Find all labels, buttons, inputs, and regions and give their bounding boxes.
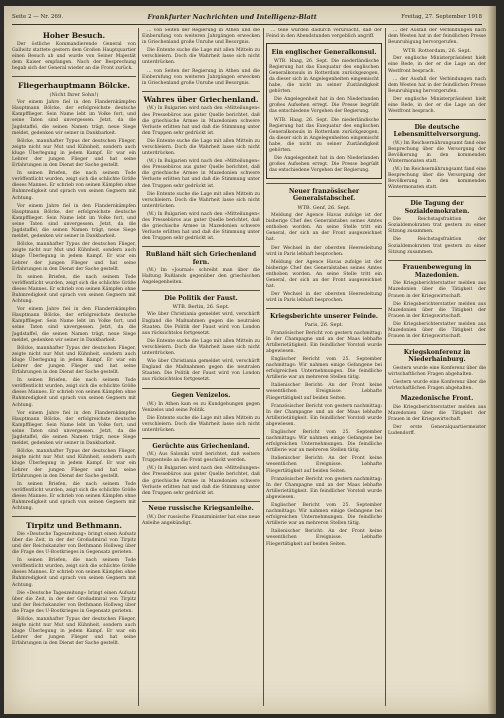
divider <box>388 196 486 197</box>
article-paragraph: (W.) Der russische Finanzminister hat eine neue Anleihe angekündigt. <box>142 514 260 526</box>
headline: Mazedonische Front. <box>400 395 474 403</box>
article-paragraph: Der östliche Kommandierende General von Gallwitz stattete gestern dem Großen Hauptquartier einen Besuch ab und wurde von Seiner Majestät dem Kaiser empfangen. Nach der Besprechung begab sich der General wieder an die Front zurück. <box>12 42 136 72</box>
article-paragraph: ... von Seiten der Regierung in Athen und die Einberufung von weiteren Jahrgängen erwecken in Griechenland große Unruhe und Besorgnis. <box>142 28 260 46</box>
article-paragraph: (W.) In Bulgarien wird nach den »Mitteilungen« des Pressebüros aus guter Quelle berichtet, daß die griechische Armee in Mazedonien schwere Verluste erlitten hat und daß die Stimmung unter den Truppen sehr gedrückt ist. <box>142 106 260 136</box>
article-paragraph: (W.) Im Reichsernährungsamt fand eine Besprechung über die Versorgung der Bevölkerung in den kommenden Wintermonaten statt. <box>388 167 486 191</box>
article-paragraph: Der Wechsel in der obersten Heeresleitung wird in Paris lebhaft besprochen. <box>266 245 382 257</box>
headline: Kriegskonferenz in Niederhainburg. <box>403 348 471 364</box>
article-paragraph: ... von Seiten der Regierung in Athen und die Einberufung von weiteren Jahrgängen erwecken in Griechenland große Unruhe und Besorgnis. <box>142 68 260 86</box>
article-paragraph: Wie über Christiania gemeldet wird, verschärft England die Maßnahmen gegen die neutralen Staaten. Die Politik der Faust wird von London aus rücksichtslos fortgesetzt. <box>142 312 260 336</box>
article-paragraph: Der Wechsel in der obersten Heeresleitung wird in Paris lebhaft besprochen. <box>266 292 382 304</box>
dateline: WTB. Berlin, 26. Sept. <box>172 304 230 311</box>
divider <box>12 76 136 77</box>
article-paragraph: Die Kriegsberichterstatter melden aus Mazedonien über die Tätigkeit der Frauen in der Kriegswirtschaft. <box>388 404 486 422</box>
dateline: WTB. Rotterdam, 26. Sept. <box>402 48 472 55</box>
article-paragraph: In seinen Briefen, die nach seinem Tode veröffentlicht wurden, zeigt sich die schlichte Größe dieses Mannes. Er schrieb von seinen Kämpfen ohne Ruhmredigkeit und sprach von seinen Gegnern mit Achtung. <box>12 171 136 201</box>
page-label: Seite 2 — Nr. 269. <box>12 14 64 20</box>
article-paragraph: Meldung der Agence Havas zufolge ist der bisherige Chef des Generalstabes seines Amtes enthoben worden. An seine Stelle tritt ein General, der sich an der Front ausgezeichnet hat. <box>266 213 382 243</box>
article-paragraph: Vor einem Jahre fiel in den Flandernkämpfen Hauptmann Bölcke, der erfolgreichste deutsche Kampfflieger. Sein Name lebt im Volke fort, und seine Taten sind unvergessen. Jetzt, da die Jagdstaffel, die seinen Namen trägt, neue Siege meldet, gedenken wir seiner in Dankbarkeit. <box>12 100 136 136</box>
headline: Neue russische Kriegsanleihe. <box>148 505 254 513</box>
divider <box>142 501 260 502</box>
article-paragraph: (W.) Aus Saloniki wird berichtet, daß weitere Truppenteile an die Front geschickt werden. <box>142 452 260 464</box>
article-paragraph: Italienischer Bericht: An der Front keine wesentlichen Ereignisse. Lebhafte Fliegertätigkeit auf beiden Seiten. <box>266 456 382 474</box>
article-paragraph: Englischer Bericht vom 25. September nachmittags: Wir nahmen einige Gefangene bei erfolgreichen Unternehmungen. Die feindliche Artillerie war an mehreren Stellen tätig. <box>266 356 382 381</box>
divider <box>266 308 382 309</box>
article-paragraph: Die Entente suche die Lage mit allen Mitteln zu verschleiern. Doch die Wahrheit lasse sich nicht unterdrücken. <box>142 48 260 66</box>
article-paragraph: Französischer Bericht von gestern nachmittag: In der Champagne und an der Maas lebhafte Artillerietätigkeit. Ein feindlicher Vorstoß wurde abgewiesen. <box>266 476 382 500</box>
article-paragraph: WTB. Haag, 26. Sept. Die niederländische Regierung hat das Exequatur des englischen Generalkonsuls in Rotterdam zurückgezogen, da dieser sich in Angelegenheiten eingemischt habe, die nicht zu seiner Zuständigkeit gehörten. <box>269 117 379 153</box>
headline: Die deutsche Lebensmittelversorgung. <box>393 123 481 139</box>
dateline: WTB. Genf, 26. Sept. <box>297 204 351 211</box>
divider <box>388 344 486 345</box>
article-paragraph: Bölcke, mannhafter Typus der deutschen Flieger, zeigte nicht nur Mut und Kühnheit, sondern auch kluge Überlegung in jedem Kampf. Er war ein Lehrer der jungen Flieger und hat seine Erfahrungen in den Dienst der Sache gestellt. <box>12 616 136 647</box>
article-paragraph: Die »Deutsche Tageszeitung« bringt einen Aufsatz über die Zeit, in der der Großadmiral von Tirpitz und der Reichskanzler von Bethmann Hollweg über die Frage des U-Bootkrieges in Gegensatz gerieten. <box>12 531 136 556</box>
article-paragraph: Gestern wurde eine Konferenz über die wirtschaftlichen Fragen abgehalten. <box>388 379 486 392</box>
issue-date: Freitag, 27. September 1918 <box>401 14 482 20</box>
article-paragraph: Vor einem Jahre fiel in den Flandernkämpfen Hauptmann Bölcke, der erfolgreichste deutsche Kampfflieger. Sein Name lebt im Volke fort, und seine Taten sind unvergessen. Jetzt, da die Jagdstaffel, die seinen Namen trägt, neue Siege meldet, gedenken wir seiner in Dankbarkeit. <box>12 410 136 447</box>
column-1 <box>12 28 136 706</box>
article-paragraph: Vor einem Jahre fiel in den Flandernkämpfen Hauptmann Bölcke, der erfolgreichste deutsche Kampfflieger. Sein Name lebt im Volke fort, und seine Taten sind unvergessen. Jetzt, da die Jagdstaffel, die seinen Namen trägt, neue Siege meldet, gedenken wir seiner in Dankbarkeit. <box>12 203 136 240</box>
article-paragraph: Die Entente suche die Lage mit allen Mitteln zu verschleiern. Doch die Wahrheit lasse sich nicht unterdrücken. <box>142 338 260 357</box>
article-paragraph: Bölcke, mannhafter Typus der deutschen Flieger, zeigte nicht nur Mut und Kühnheit, sondern auch kluge Überlegung in jedem Kampf. Er war ein Lehrer der jungen Flieger und hat seine Erfahrungen in den Dienst der Sache gestellt. <box>12 449 136 479</box>
divider <box>142 438 260 439</box>
column-2 <box>142 28 260 706</box>
headline: Frauenbewegung in Mazedonien. <box>402 264 472 279</box>
column-3 <box>266 28 382 706</box>
article-paragraph: Der erste Generalquartiermeister Ludendorff. <box>388 424 486 436</box>
headline: Neuer französischer Generalstabschef. <box>288 187 360 203</box>
headline: Tirpitz und Bethmann. <box>26 520 122 530</box>
column-rule <box>385 28 386 706</box>
newspaper-page <box>4 6 496 714</box>
article-paragraph: Englischer Bericht vom 25. September nachmittags: Wir nahmen einige Gefangene bei erfolgreichen Unternehmungen. Die feindliche Artillerie war an mehreren Stellen tätig. <box>266 429 382 454</box>
headline: Kriegsberichte unserer Feinde. <box>269 312 379 320</box>
article-paragraph: Die Reichstagsfraktion der Sozialdemokraten trat gestern zu einer Sitzung zusammen. <box>388 237 486 255</box>
article-paragraph: (W.) In Athen kam es zu Kundgebungen gegen Venizelos und seine Politik. <box>142 401 260 413</box>
article-paragraph: Die Angelegenheit hat in den Niederlanden großes Aufsehen erregt. Die Presse begrüßt das entschiedene Vorgehen der Regierung. <box>269 156 379 174</box>
article-paragraph: (W.) Im Reichsernährungsamt fand eine Besprechung über die Versorgung der Bevölkerung in den kommenden Wintermonaten statt. <box>388 140 486 165</box>
article-paragraph: Die »Deutsche Tageszeitung« bringt einen Aufsatz über die Zeit, in der der Großadmiral von Tirpitz und der Reichskanzler von Bethmann Hollweg über die Frage des U-Bootkrieges in Gegensatz gerieten. <box>12 590 136 614</box>
article-paragraph: ... teile wurden dadurch verursacht, daß der Feind in den Abendstunden vergeblich angriff. <box>266 28 382 40</box>
subheadline: (Nicht Ihrer Sohn!) <box>49 92 99 99</box>
article-paragraph: In seinen Briefen, die nach seinem Tode veröffentlicht wurden, zeigt sich die schlichte Größe dieses Mannes. Er schrieb von seinen Kämpfen ohne Ruhmredigkeit und sprach von seinen Gegnern mit Achtung. <box>12 274 136 305</box>
article-paragraph: In seinen Briefen, die nach seinem Tode veröffentlicht wurden, zeigt sich die schlichte Größe dieses Mannes. Er schrieb von seinen Kämpfen ohne Ruhmredigkeit und sprach von seinen Gegnern mit Achtung. <box>12 481 136 512</box>
boxed-article <box>266 43 382 179</box>
headline: Die Politik der Faust. <box>164 294 238 302</box>
headline: Wahres über Griechenland. <box>143 95 259 105</box>
article-paragraph: Italienischer Bericht: An der Front keine wesentlichen Ereignisse. Lebhafte Fliegertätigkeit auf beiden Seiten. <box>266 383 382 401</box>
article-paragraph: Vor einem Jahre fiel in den Flandernkämpfen Hauptmann Bölcke, der erfolgreichste deutsche Kampfflieger. Sein Name lebt im Volke fort, und seine Taten sind unvergessen. Jetzt, da die Jagdstaffel, die seinen Namen trägt, neue Siege meldet, gedenken wir seiner in Dankbarkeit. <box>12 307 136 343</box>
column-4 <box>388 28 486 706</box>
headline: Rußland hält sich Griechenland fern. <box>145 251 257 266</box>
divider <box>142 388 260 389</box>
article-paragraph: Der englische Ministerpräsident hielt eine Rede, in der er die Lage an der Westfront besprach. <box>388 96 486 115</box>
article-paragraph: Die Entente suche die Lage mit allen Mitteln zu verschleiern. Doch die Wahrheit lasse sich nicht unterdrücken. <box>142 415 260 433</box>
dateline: Paris, 26. Sept. <box>304 322 344 329</box>
article-paragraph: Französischer Bericht von gestern nachmittag: In der Champagne und an der Maas lebhafte Artillerietätigkeit. Ein feindlicher Vorstoß wurde abgewiesen. <box>266 403 382 427</box>
divider <box>266 183 382 184</box>
article-paragraph: Bölcke, mannhafter Typus der deutschen Flieger, zeigte nicht nur Mut und Kühnheit, sondern auch kluge Überlegung in jedem Kampf. Er war ein Lehrer der jungen Flieger und hat seine Erfahrungen in den Dienst der Sache gestellt. <box>12 242 136 272</box>
divider <box>142 91 260 92</box>
article-paragraph: Wie über Christiania gemeldet wird, verschärft England die Maßnahmen gegen die neutralen Staaten. Die Politik der Faust wird von London aus rücksichtslos fortgesetzt. <box>142 359 260 383</box>
divider <box>142 290 260 291</box>
headline: Hoher Besuch. <box>42 31 106 40</box>
article-paragraph: In seinen Briefen, die nach seinem Tode veröffentlicht wurden, zeigt sich die schlichte Größe dieses Mannes. Er schrieb von seinen Kämpfen ohne Ruhmredigkeit und sprach von seinen Gegnern mit Achtung. <box>12 558 136 588</box>
article-paragraph: Die Kriegsberichterstatter melden aus Mazedonien über die Tätigkeit der Frauen in der Kriegswirtschaft. <box>388 301 486 319</box>
article-paragraph: Die Entente suche die Lage mit allen Mitteln zu verschleiern. Doch die Wahrheit lasse sich nicht unterdrücken. <box>142 191 260 209</box>
paper-title: Frankfurter Nachrichten und Intelligenz-Blatt <box>147 13 317 21</box>
headline: Ein englischer Generalkonsul. <box>271 49 377 57</box>
masthead <box>12 10 482 25</box>
article-paragraph: Die Angelegenheit hat in den Niederlanden großes Aufsehen erregt. Die Presse begrüßt das entschiedene Vorgehen der Regierung. <box>269 97 379 115</box>
article-paragraph: Der englische Ministerpräsident hielt eine Rede, in der er die Lage an der Westfront besprach. <box>388 56 486 74</box>
article-paragraph: Meldung der Agence Havas zufolge ist der bisherige Chef des Generalstabes seines Amtes enthoben worden. An seine Stelle tritt ein General, der sich an der Front ausgezeichnet hat. <box>266 259 382 290</box>
article-paragraph: Englischer Bericht vom 25. September nachmittags: Wir nahmen einige Gefangene bei erfolgreichen Unternehmungen. Die feindliche Artillerie war an mehreren Stellen tätig. <box>266 503 382 527</box>
headline: Die Tagung der Sozialdemokraten. <box>404 200 470 215</box>
article-paragraph: In seinen Briefen, die nach seinem Tode veröffentlicht wurden, zeigt sich die schlichte Größe dieses Mannes. Er schrieb von seinen Kämpfen ohne Ruhmredigkeit und sprach von seinen Gegnern mit Achtung. <box>12 378 136 408</box>
divider <box>142 246 260 247</box>
column-rule <box>138 28 139 706</box>
page-binding <box>488 6 496 714</box>
article-paragraph: Italienischer Bericht: An der Front keine wesentlichen Ereignisse. Lebhafte Fliegertätigkeit auf beiden Seiten. <box>266 529 382 547</box>
divider <box>12 516 136 517</box>
column-rule <box>263 28 264 706</box>
article-paragraph: Die Kriegsberichterstatter melden aus Mazedonien über die Tätigkeit der Frauen in der Kriegswirtschaft. <box>388 321 486 340</box>
divider <box>388 260 486 261</box>
article-paragraph: (W.) Im »Journal« schreibt man über die Haltung Rußlands gegenüber den griechischen Angelegenheiten. <box>142 268 260 286</box>
headline: Gegen Venizelos. <box>171 392 231 400</box>
article-paragraph: ... der Ausfall der Verbindungen nach dem Westen hat in der feindlichen Presse Beunruhigung hervorgerufen. <box>388 28 486 46</box>
headline: Gerüchte aus Griechenland. <box>152 442 250 450</box>
article-paragraph: (W.) In Bulgarien wird nach den »Mitteilungen« des Pressebüros aus guter Quelle berichtet, daß die griechische Armee in Mazedonien schwere Verluste erlitten hat und daß die Stimmung unter den Truppen sehr gedrückt ist. <box>142 159 260 189</box>
article-paragraph: Französischer Bericht von gestern nachmittag: In der Champagne und an der Maas lebhafte Artillerietätigkeit. Ein feindlicher Vorstoß wurde abgewiesen. <box>266 330 382 354</box>
article-paragraph: Bölcke, mannhafter Typus der deutschen Flieger, zeigte nicht nur Mut und Kühnheit, sondern auch kluge Überlegung in jedem Kampf. Er war ein Lehrer der jungen Flieger und hat seine Erfahrungen in den Dienst der Sache gestellt. <box>12 138 136 169</box>
article-paragraph: Bölcke, mannhafter Typus der deutschen Flieger, zeigte nicht nur Mut und Kühnheit, sondern auch kluge Überlegung in jedem Kampf. Er war ein Lehrer der jungen Flieger und hat seine Erfahrungen in den Dienst der Sache gestellt. <box>12 345 136 376</box>
article-paragraph: Gestern wurde eine Konferenz über die wirtschaftlichen Fragen abgehalten. <box>388 365 486 377</box>
article-paragraph: WTB. Haag, 26. Sept. Die niederländische Regierung hat das Exequatur des englischen Generalkonsuls in Rotterdam zurückgezogen, da dieser sich in Angelegenheiten eingemischt habe, die nicht zu seiner Zuständigkeit gehörten. <box>269 58 379 95</box>
divider <box>388 119 486 120</box>
article-paragraph: (W.) In Bulgarien wird nach den »Mitteilungen« des Pressebüros aus guter Quelle berichtet, daß die griechische Armee in Mazedonien schwere Verluste erlitten hat und daß die Stimmung unter den Truppen sehr gedrückt ist. <box>142 211 260 242</box>
article-paragraph: Die Entente suche die Lage mit allen Mitteln zu verschleiern. Doch die Wahrheit lasse sich nicht unterdrücken. <box>142 138 260 157</box>
article-paragraph: Die Reichstagsfraktion der Sozialdemokraten trat gestern zu einer Sitzung zusammen. <box>388 217 486 235</box>
article-paragraph: Die Kriegsberichterstatter melden aus Mazedonien über die Tätigkeit der Frauen in der Kriegswirtschaft. <box>388 281 486 299</box>
headline: Fliegerhauptmann Bölcke. <box>18 81 130 91</box>
article-paragraph: (W.) In Bulgarien wird nach den »Mitteilungen« des Pressebüros aus guter Quelle berichtet, daß die griechische Armee in Mazedonien schwere Verluste erlitten hat und daß die Stimmung unter den Truppen sehr gedrückt ist. <box>142 466 260 496</box>
article-paragraph: ... der Ausfall der Verbindungen nach dem Westen hat in der feindlichen Presse Beunruhigung hervorgerufen. <box>388 76 486 94</box>
